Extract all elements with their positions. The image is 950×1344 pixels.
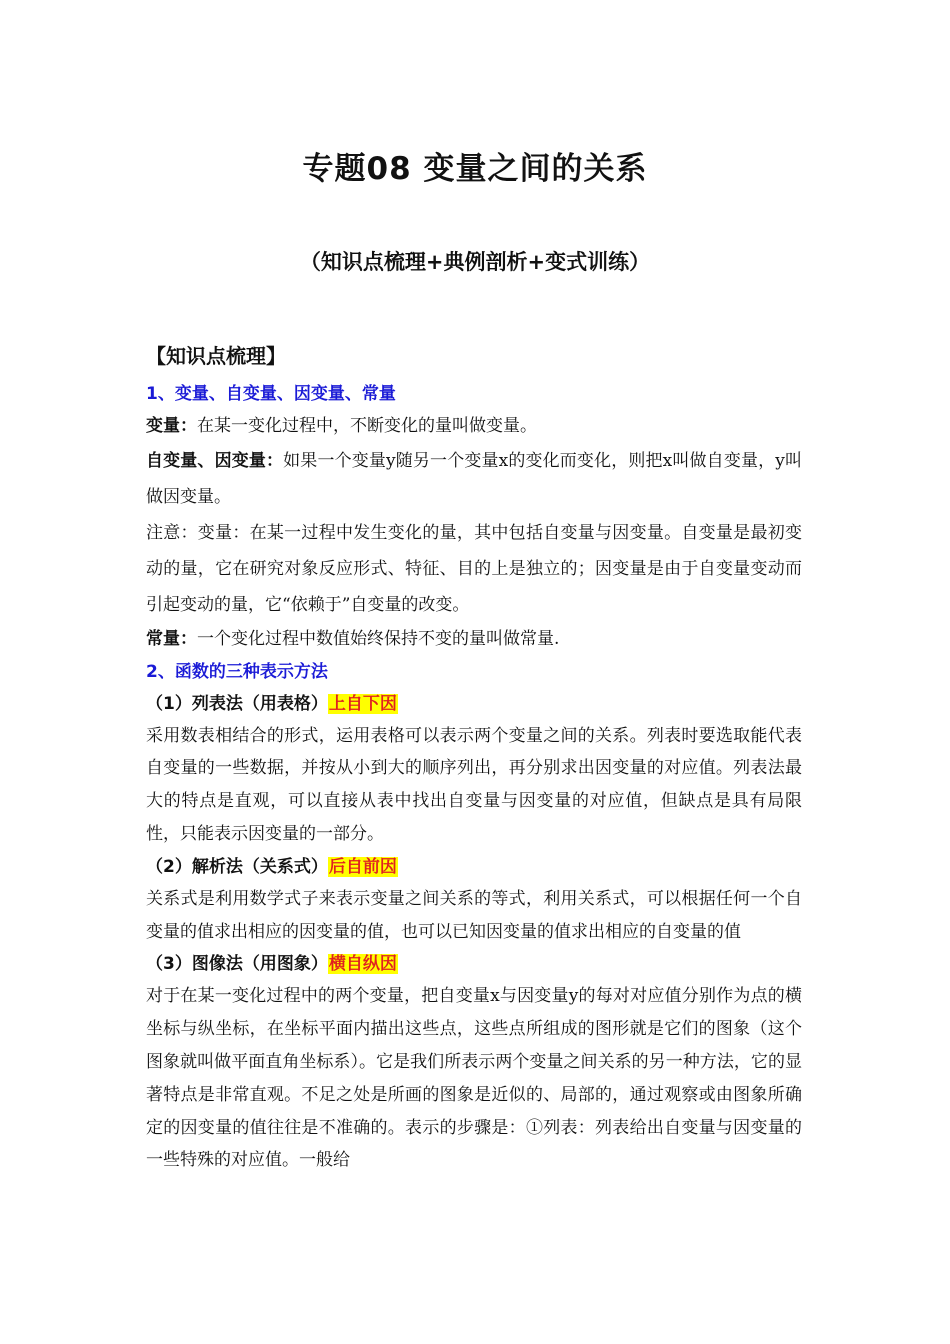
- method-table-text: 采用数表相结合的形式，运用表格可以表示两个变量之间的关系。列表时要选取能代表自变量的一些数据，并按从小到大的顺序列出，再分别求出因变量的对应值。列表法最大的特点是直观，可以直接从表中找出自变量与因变量的对应值，但缺点是具有局限性，只能表示因变量的一部分。: [146, 725, 802, 844]
- variable-definition: [146, 410, 802, 443]
- content-body: [146, 340, 802, 1177]
- method-table-heading: [146, 688, 802, 720]
- independent-text: 如果一个变量y随另一个变量x的变化而变化，则把x叫做自变量，y叫做因变量。: [146, 450, 802, 507]
- term-constant: 常量：: [146, 628, 197, 649]
- method-formula-heading: [146, 851, 802, 883]
- method-table-mnemonic: 上自下因: [328, 693, 397, 714]
- method-graph-text: 对于在某一变化过程中的两个变量，把自变量x与因变量y的每对对应值分别作为点的横坐标与纵坐标，在坐标平面内描出这些点，这些点所组成的图形就是它们的图象（这个图象就叫做平面直角坐标系）。它是我们所表示两个变量之间关系的另一种方法，它的显著特点是非常直观。不足之处是所画的图象是近似的、局部的，通过观察或由图象所确定的因变量的值往往是不准确的。表示的步骤是：①列表：列表给出自变量与因变量的一些特殊的对应值。一般给: [146, 986, 802, 1171]
- page-title: 专题08 变量之间的关系: [302, 151, 648, 187]
- method-graph-heading: [146, 948, 802, 980]
- note-paragraph: 注意：变量：在某一过程中发生变化的量，其中包括自变量与因变量。自变量是最初变动的量，它在研究对象反应形式、特征、目的上是独立的；因变量是由于自变量变动而引起变动的量，它“依赖于”自变量的改变。: [146, 522, 802, 615]
- method-table-title: （1）列表法（用表格）: [146, 693, 328, 714]
- method-formula-mnemonic: 后自前因: [328, 856, 397, 877]
- constant-text: 一个变化过程中数值始终保持不变的量叫做常量.: [197, 628, 560, 649]
- method-graph-mnemonic: 横自纵因: [328, 954, 397, 975]
- method-formula-text: 关系式是利用数学式子来表示变量之间关系的等式，利用关系式，可以根据任何一个自变量的值求出相应的因变量的值，也可以已知因变量的值求出相应的自变量的值: [146, 888, 802, 942]
- method-formula-title: （2）解析法（关系式）: [146, 856, 328, 877]
- constant-definition: [146, 623, 802, 656]
- term-variable: 变量：: [146, 416, 197, 436]
- page-subtitle: （知识点梳理+典例剖析+变式训练）: [299, 250, 651, 274]
- independent-variable-definition: [146, 443, 802, 515]
- topic-heading-2: 2、函数的三种表示方法: [146, 661, 328, 682]
- variable-text: 在某一变化过程中，不断变化的量叫做变量。: [197, 416, 537, 436]
- section-heading: 【知识点梳理】: [146, 344, 286, 368]
- term-independent: 自变量、因变量：: [146, 450, 284, 471]
- method-graph-title: （3）图像法（用图象）: [146, 954, 328, 975]
- topic-heading-1: 1、变量、自变量、因变量、常量: [146, 384, 396, 404]
